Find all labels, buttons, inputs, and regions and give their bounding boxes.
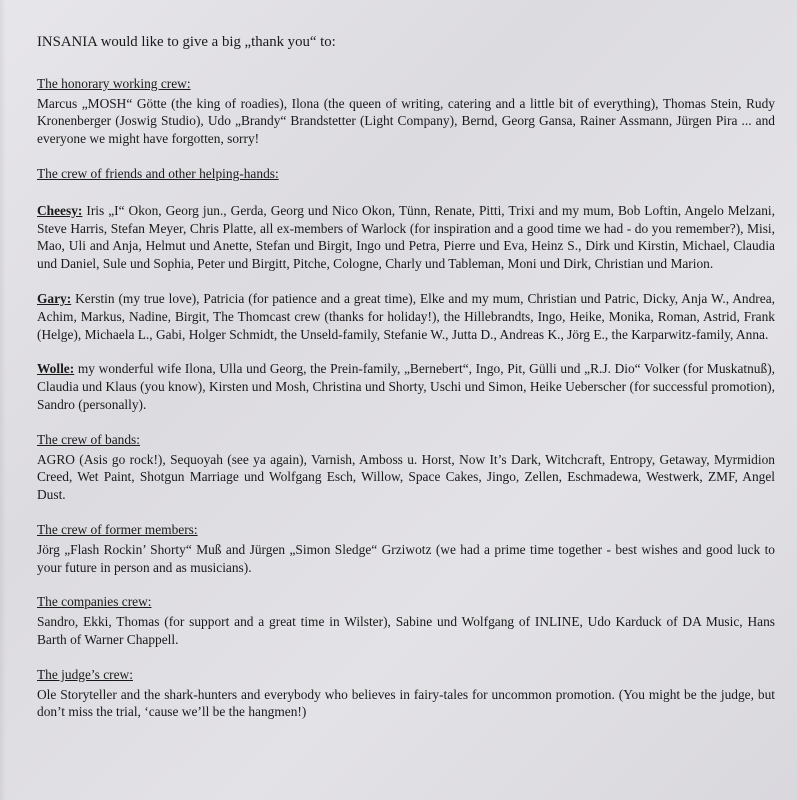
cheesy-text: Iris „I“ Okon, Georg jun., Gerda, Georg und Nico Okon, Tünn, Renate, Pitti, Trixi and my mum, Bob Loftin, Angelo Melzani, Steve Harris, Stefan Meyer, Chris Platte, all ex-members of Warlock (for inspiration and a good time we had - do you remember?), Misi, Mao, Uli and Anja, Helmut und Anette, Stefan und Birgit, Ingo und Petra, Pierre und Eva, Heinz S., Dirk und Kirstin, Michael, Claudia und Daniel, Sule und Sophia, Peter und Birgitt, Pitche, Cologne, Charly und Tableman, Moni und Dirk, Christian und Marion. <box>37 202 775 272</box>
wolle-label: Wolle: <box>37 361 75 377</box>
section-title-bands: The crew of bands: <box>37 431 140 447</box>
cheesy-label: Cheesy: <box>37 202 83 218</box>
bands-crew-text: AGRO (Asis go rock!), Sequoyah (see ya again), Varnish, Amboss u. Horst, Now It’s Dark, Witchcraft, Entropy, Getaway, Myrmidion Creed, Wet Paint, Shotgun Marriage und Wolfgang Esch, Willow, Space Cakes, Jingo, Zellen, Eschmadewa, Westwerk, ZMF, Angel Dust. <box>37 451 775 503</box>
section-former-members <box>37 521 775 576</box>
honorary-crew-text: Marcus „MOSH“ Götte (the king of roadies), Ilona (the queen of writing, catering and a little bit of everything), Thomas Stein, Rudy Kronenberger (Joswig Studio), Udo „Brandy“ Brandstetter (Light Company), Bernd, Georg Gansa, Rainer Assmann, Jürgen Pira ... and everyone we might have forgotten, sorry! <box>37 95 775 147</box>
section-title-honorary: The honorary working crew: <box>37 75 191 91</box>
section-bands-crew <box>37 431 775 504</box>
section-judge-crew <box>37 666 775 721</box>
section-honorary-crew <box>37 75 775 148</box>
section-friends-crew <box>37 165 775 414</box>
gary-label: Gary: <box>37 290 72 306</box>
section-title-companies: The companies crew: <box>37 594 152 610</box>
section-title-former: The crew of former members: <box>37 521 198 537</box>
section-companies-crew <box>37 593 775 648</box>
cheesy-paragraph <box>37 202 775 273</box>
judge-crew-text: Ole Storyteller and the shark-hunters and everybody who believes in fairy-tales for uncommon promotion. (You might be the judge, but don’t miss the trial, ‘cause we’ll be the hangmen!) <box>37 686 775 720</box>
wolle-text: my wonderful wife Ilona, Ulla und Georg, the Prein-family, „Bernebert“, Ingo, Pit, Gülli und „R.J. Dio“ Volker (for Muskatnuß), Claudia und Klaus (you know), Kirsten und Mosh, Christina und Shorty, Uschi und Simon, Heike Ueberscher (for successful promotion), Sandro (personally). <box>37 361 775 412</box>
section-title-judge: The judge’s crew: <box>37 666 133 682</box>
companies-crew-text: Sandro, Ekki, Thomas (for support and a great time in Wilster), Sabine und Wolfgang of INLINE, Udo Karduck of DA Music, Hans Barth of Warner Chappell. <box>37 614 775 647</box>
former-members-text: Jörg „Flash Rockin’ Shorty“ Muß and Jürgen „Simon Sledge“ Grziwotz (we had a prime time together - best wishes and good luck to your future in person and as musicians). <box>37 541 775 575</box>
section-title-friends: The crew of friends and other helping-hands: <box>37 165 279 181</box>
page-edge-shadow <box>0 0 6 800</box>
intro-line: INSANIA would like to give a big „thank you“ to: <box>37 34 336 50</box>
wolle-paragraph <box>37 360 775 413</box>
gary-paragraph <box>37 290 775 343</box>
thank-you-page <box>37 34 775 738</box>
gary-text: Kerstin (my true love), Patricia (for patience and a great time), Elke and my mum, Christian und Patric, Dicky, Anja W., Andrea, Achim, Markus, Nadine, Birgit, The Thomcast crew (thanks for holiday!), the Hillebrandts, Ingo, Heike, Monika, Roman, Astrid, Frank (Helge), Michaela L., Gabi, Holger Schmidt, the Unseld-family, Stefanie W., Jutta D., Andreas K., Jörg E., the Karparwitz-family, Anna. <box>37 290 775 342</box>
